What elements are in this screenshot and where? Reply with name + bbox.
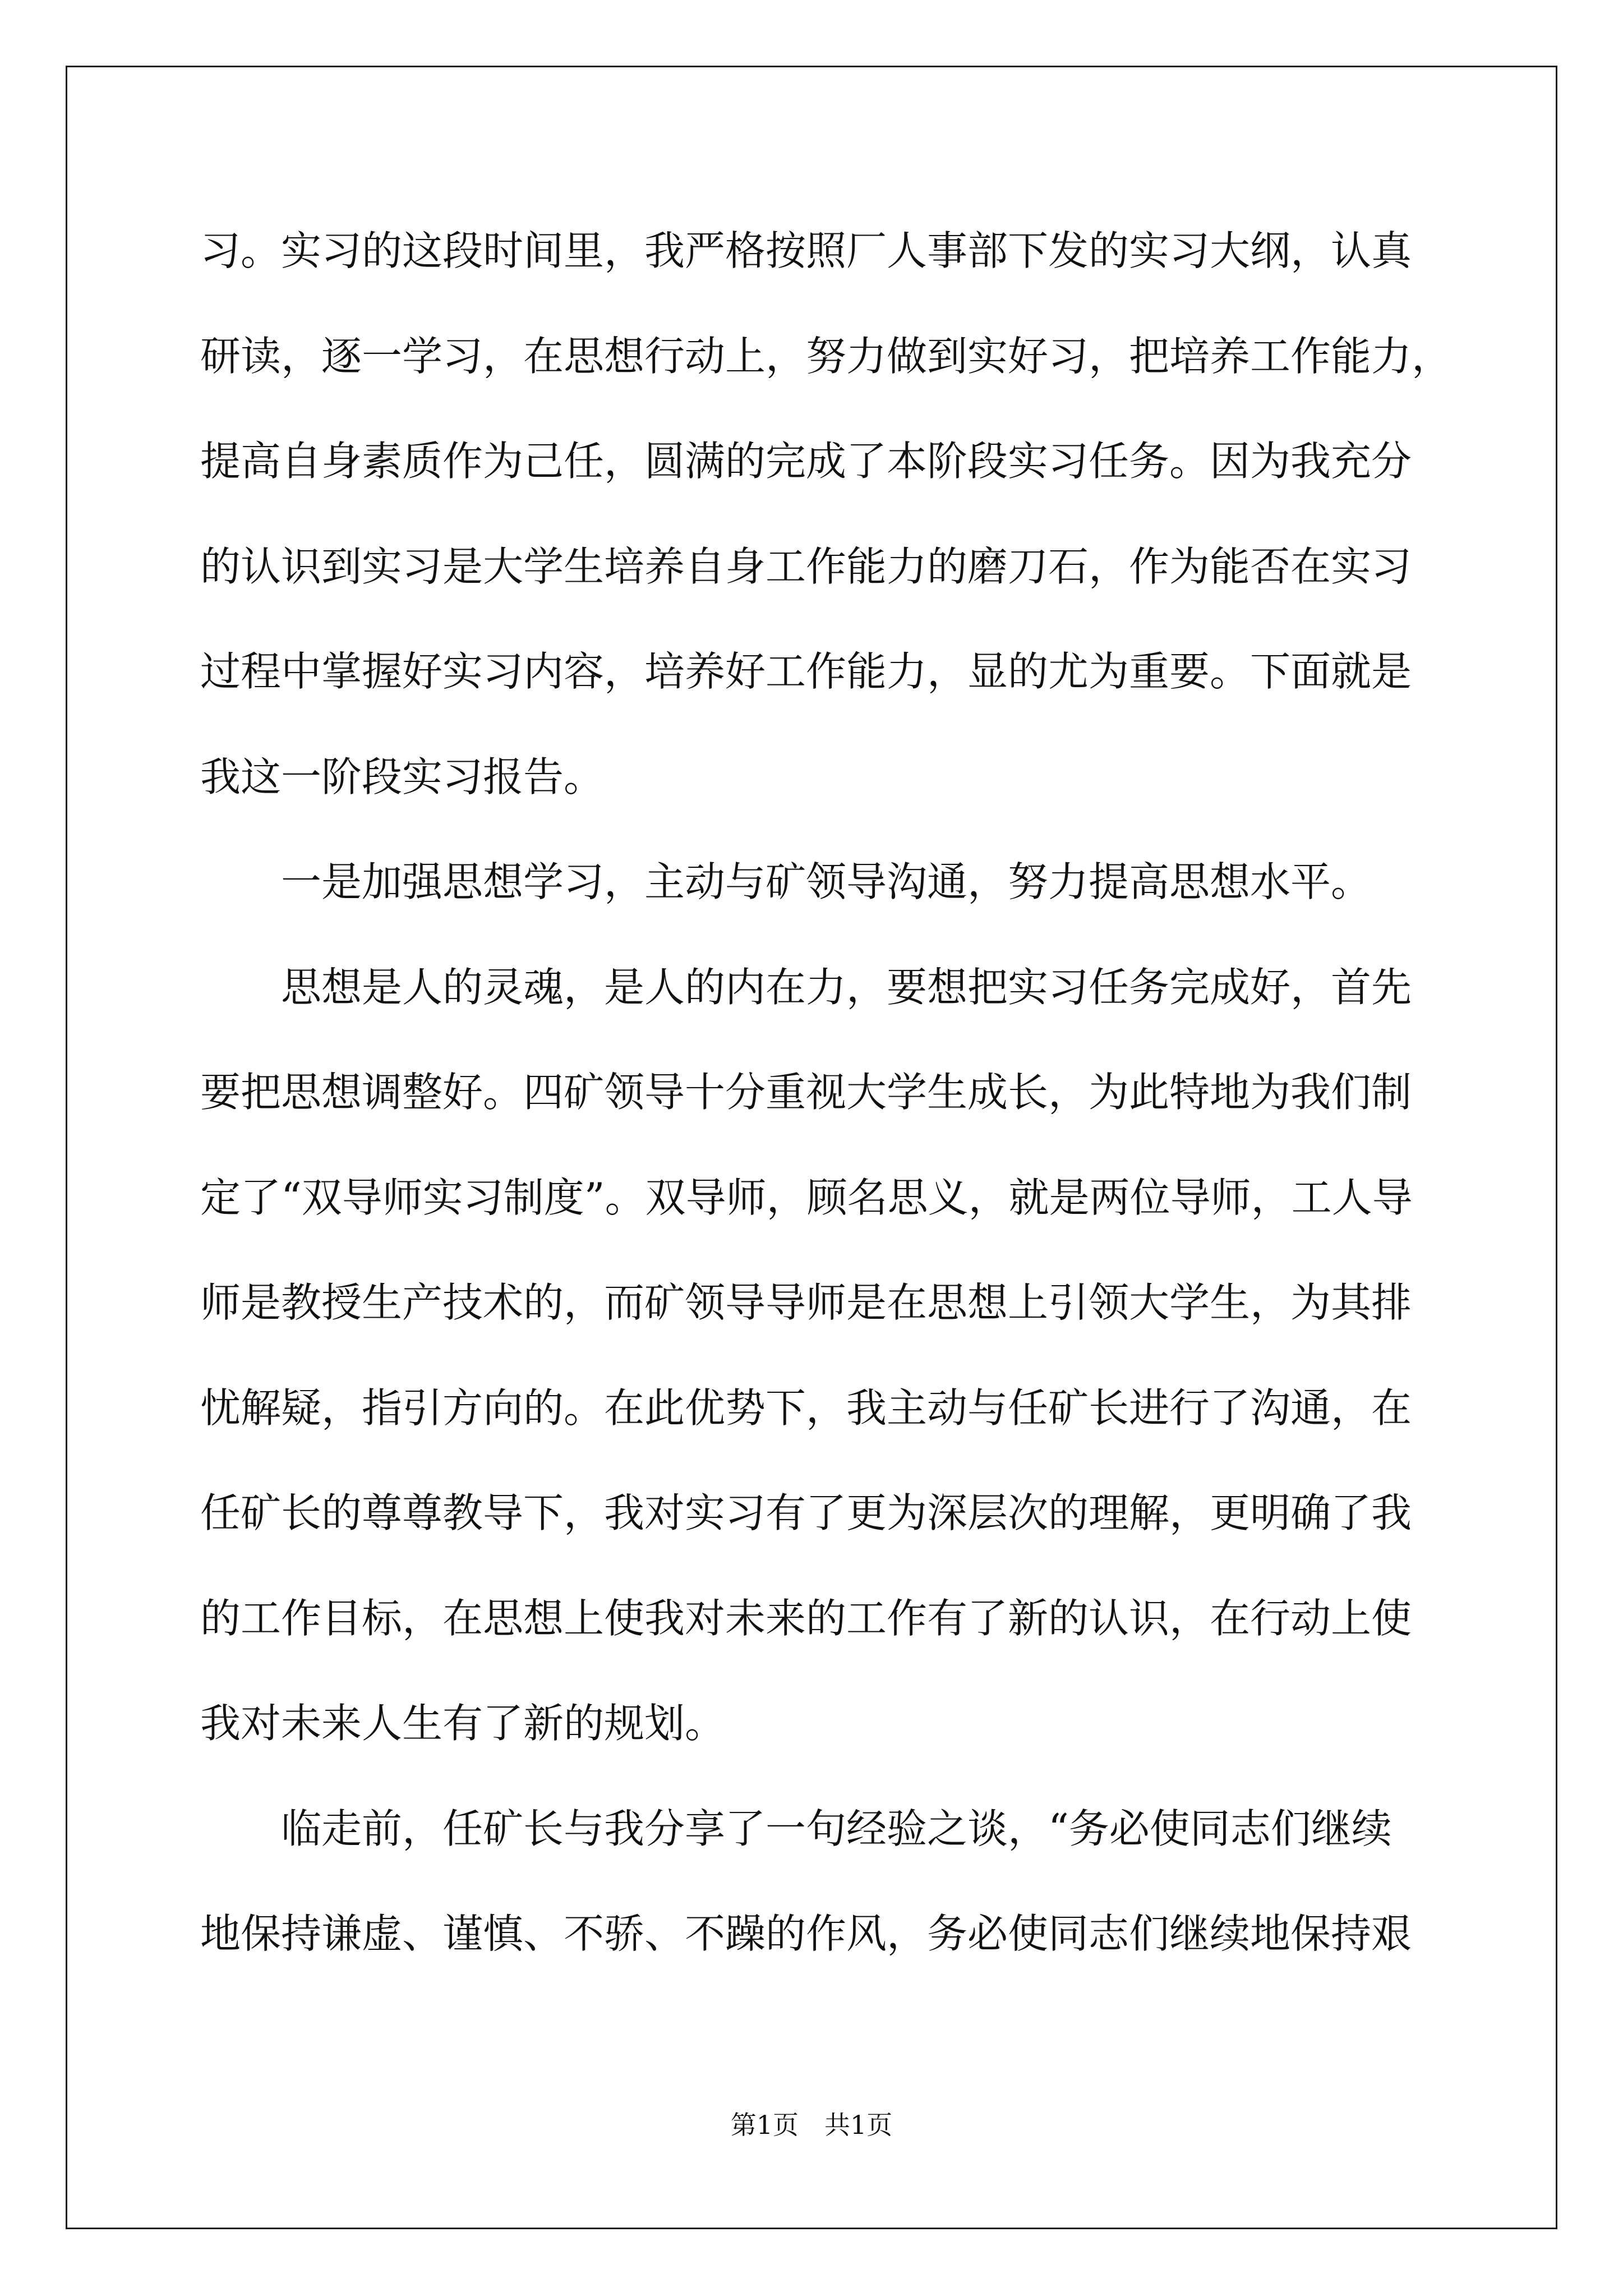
- text-line: 师是教授生产技术的，而矿领导导师是在思想上引领大学生，为其排: [200, 1279, 1412, 1326]
- text-line: 提高自身素质作为己任，圆满的完成了本阶段实习任务。因为我充分: [200, 438, 1412, 485]
- text-line: 研读，逐一学习，在思想行动上，努力做到实好习，把培养工作能力，: [200, 332, 1453, 380]
- text-line: 定了“双导师实习制度”。双导师，顾名思义，就是两位导师，工人导: [200, 1174, 1413, 1221]
- text-line: 我对未来人生有了新的规划。: [200, 1700, 726, 1747]
- text-line: 我这一阶段实习报告。: [200, 753, 605, 800]
- text-line: 一是加强思想学习，主动与矿领导沟通，努力提高思想水平。: [200, 858, 1372, 905]
- text-line: 临走前，任矿长与我分享了一句经验之谈，“务必使同志们继续: [200, 1805, 1392, 1852]
- text-line: 忧解疑，指引方向的。在此优势下，我主动与任矿长进行了沟通，在: [200, 1384, 1412, 1432]
- text-line: 的认识到实习是大学生培养自身工作能力的磨刀石，作为能否在实习: [200, 542, 1412, 590]
- document-body: [200, 209, 1453, 1997]
- page-number-footer: 第1页 共1页: [730, 2110, 893, 2140]
- text-line: 任矿长的尊尊教导下，我对实习有了更为深层次的理解，更明确了我: [200, 1489, 1412, 1536]
- text-line: 习。实习的这段时间里，我严格按照厂人事部下发的实习大纲，认真: [200, 227, 1412, 274]
- text-line: 过程中掌握好实习内容，培养好工作能力，显的尤为重要。下面就是: [200, 648, 1412, 695]
- text-line: 地保持谦虚、谨慎、不骄、不躁的作风，务必使同志们继续地保持艰: [200, 1910, 1412, 1957]
- text-line: 思想是人的灵魂，是人的内在力，要想把实习任务完成好，首先: [200, 963, 1412, 1011]
- text-line: 的工作目标，在思想上使我对未来的工作有了新的认识，在行动上使: [200, 1594, 1412, 1642]
- text-line: 要把思想调整好。四矿领导十分重视大学生成长，为此特地为我们制: [200, 1069, 1412, 1116]
